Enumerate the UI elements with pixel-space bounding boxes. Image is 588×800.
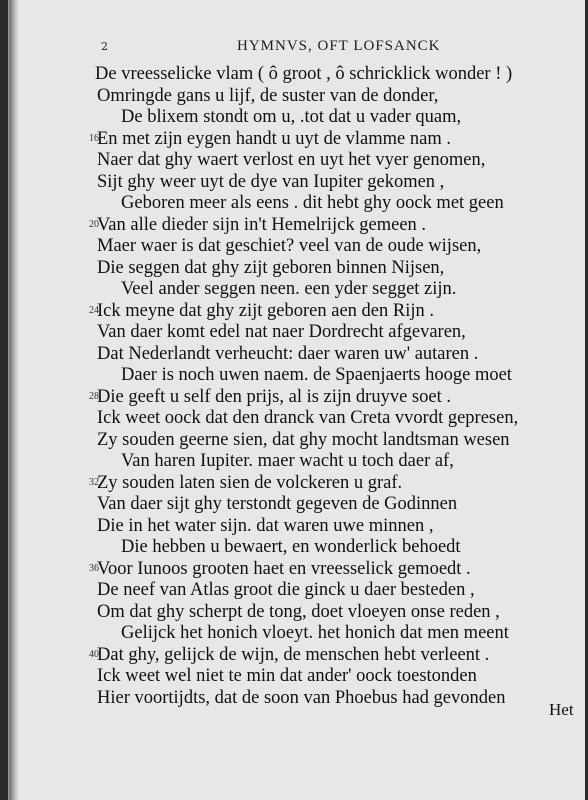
verse-line: Omringde gans u lijf, de suster van de donder, [97, 85, 439, 106]
verse-line: Naer dat ghy waert verlost en uyt het vyer genomen, [97, 150, 486, 170]
verse-line: Zy souden geerne sien, dat ghy mocht landtsman wesen [97, 429, 510, 450]
verse-line: Zy souden laten sien de volckeren u graf. [97, 472, 403, 493]
verse-line: Om dat ghy scherpt de tong, doet vloeyen onse reden , [97, 601, 500, 622]
verse-line: Die hebben u bewaert, en wonderlick behoedt [121, 537, 461, 557]
verse-line: Gelijck het honich vloeyt. het honich dat men meent [121, 623, 509, 643]
verse-line: Van alle dieder sijn in't Hemelrijck gemeen . [97, 214, 427, 235]
verse-line: De vreesselicke vlam ( ô groot , ô schricklick wonder ! ) [95, 64, 513, 84]
verse-line: Voor Iunoos grooten haet en vreesselick gemoedt . [97, 558, 471, 579]
verse-line: Dat ghy, gelijck de wijn, de menschen hebt verleent . [97, 644, 490, 665]
verse-line: Geboren meer als eens . dit hebt ghy oock met geen [121, 193, 504, 213]
verse-line: Van daer komt edel nat naer Dordrecht afgevaren, [97, 322, 466, 342]
verse-line: Ick weet wel niet te min dat ander' oock toestonden [97, 666, 477, 686]
verse-line: Maer waer is dat geschiet? veel van de oude wijsen, [97, 236, 482, 256]
running-head: HYMNVS, OFT LOFSANCK [237, 38, 441, 54]
verse-line: Van haren Iupiter. maer wacht u toch daer af, [121, 451, 454, 471]
verse-line: Veel ander seggen neen. een yder segget zijn. [121, 279, 457, 299]
line-number: 28 [89, 390, 99, 402]
verse-line: Van daer sijt ghy terstondt gegeven de Godinnen [97, 494, 458, 514]
verse-line: Hier voortijdts, dat de soon van Phoebus had gevonden [97, 687, 506, 708]
page-gutter-edge [9, 0, 19, 800]
verse-line: Dat Nederlandt verheucht: daer waren uw' autaren . [97, 343, 479, 364]
line-number: 36 [89, 562, 99, 574]
verse-line: Ick meyne dat ghy zijt geboren aen den Rijn . [97, 300, 435, 321]
verse-line: Sijt ghy weer uyt de dye van Iupiter gekomen , [97, 171, 445, 192]
page-number: 2 [101, 40, 108, 53]
verse-line: Die in het water sijn. dat waren uwe minnen , [97, 515, 434, 536]
line-number: 20 [89, 218, 99, 230]
line-number: 32 [89, 476, 99, 488]
verse-line: De neef van Atlas groot die ginck u daer besteden , [97, 580, 475, 600]
verse-line: En met zijn eygen handt u uyt de vlamme nam . [97, 128, 451, 149]
catchword: Het [549, 700, 574, 719]
line-number: 40 [89, 648, 99, 660]
verse-line: Daer is noch uwen naem. de Spaenjaerts hooge moet [121, 365, 512, 385]
verse-line: Die geeft u self den prijs, al is zijn druyve soet . [97, 386, 451, 407]
line-number: 16 [89, 132, 99, 144]
verse-line: De blixem stondt om u, .tot dat u vader quam, [121, 107, 462, 127]
book-page [8, 0, 585, 800]
line-number: 24 [89, 304, 99, 316]
verse-line: Ick weet oock dat den dranck van Creta vvordt gepresen, [97, 408, 519, 428]
verse-line: Die seggen dat ghy zijt geboren binnen Nijsen, [97, 257, 445, 278]
